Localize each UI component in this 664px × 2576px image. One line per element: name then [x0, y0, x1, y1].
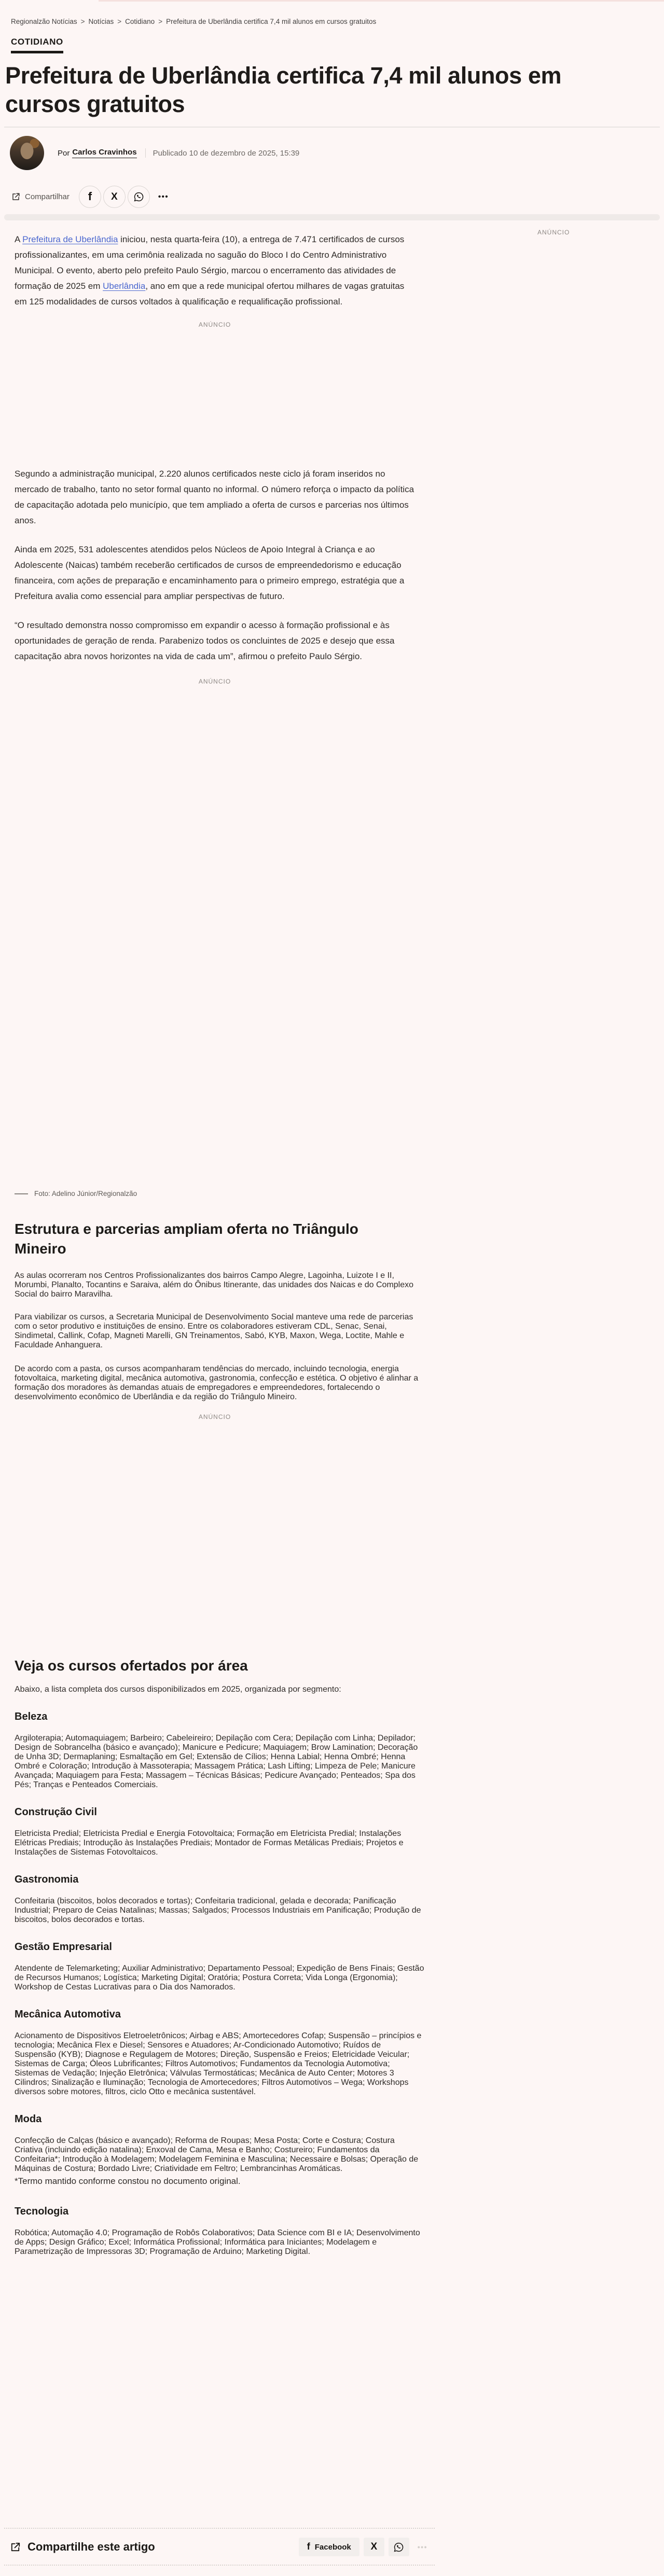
- area-course-list: Confecção de Calças (básico e avançado); Reforma de Roupas; Mesa Posta; Corte e Costura; Costura Criativa (incluindo edição natalina); Enxoval de Cama, Mesa e Banho; Costureiro; Fundamentos da Confeitaria*; Introdução à Modelagem; Modelagem Feminina e Masculina; Necessaire e Bolsas; Operação de Máquinas de Costura; Bordado Livre; Criatividade em Feltro; Lembrancinhas Aromáticas.: [15, 2136, 419, 2173]
- ad-label-inline: ANÚNCIO: [198, 321, 231, 328]
- paragraph: As aulas ocorreram nos Centros Profissionalizantes dos bairros Campo Alegre, Lagoinha, Luizote I e II, Morumbi, Planalto, Tocantins e Saraiva, além do Ônibus Itinerante, das unidades dos Naicas e do Complexo Social do bairro Maravilha.: [15, 1271, 414, 1299]
- title-divider: [4, 127, 660, 128]
- ad-label-inline: ANÚNCIO: [198, 678, 231, 685]
- photo-section: [15, 1189, 424, 1421]
- caption-text: Foto: Adelino Júnior/Regionalzão: [34, 1190, 137, 1198]
- caption-dash: [15, 1193, 28, 1194]
- link-uberlandia[interactable]: Uberlândia: [103, 281, 146, 291]
- share-whatsapp-button[interactable]: [128, 186, 150, 208]
- top-hairline: [99, 0, 664, 2]
- area-course-list: Robótica; Automação 4.0; Programação de Robôs Colaborativos; Data Science com BI e IA; Desenvolvimento de Apps; Design Gráfico; Excel; Informática Profissional; Informática para Iniciantes; Modelagem e Parametrização de Impressoras 3D; Programação de Arduino; Marketing Digital.: [15, 2229, 420, 2256]
- breadcrumb: [11, 17, 664, 26]
- whatsapp-icon: [393, 2542, 404, 2553]
- breadcrumb-noticias[interactable]: Notícias: [88, 18, 114, 25]
- ad-label-inline: ANÚNCIO: [198, 1413, 231, 1421]
- share-label-text: Compartilhar: [25, 192, 70, 201]
- breadcrumb-separator: >: [80, 18, 85, 25]
- footer-share-bar: [4, 2528, 435, 2566]
- share-icon: [11, 192, 21, 202]
- article-body: [15, 232, 415, 685]
- facebook-button-label: Facebook: [314, 2542, 351, 2552]
- paragraph: Segundo a administração municipal, 2.220 alunos certificados neste ciclo já foram inseridos no mercado de trabalho, tanto no setor formal quanto no informal. O número reforça o impacto da política de capacitação adotada pelo município, que tem ampliado a oferta de cursos e parcerias nos últimos anos.: [15, 469, 414, 525]
- footer-share-buttons: [295, 2538, 427, 2556]
- share-label: [11, 192, 70, 202]
- author-link[interactable]: Carlos Cravinhos: [72, 148, 136, 158]
- area-course-list: Argiloterapia; Automaquiagem; Barbeiro; Cabeleireiro; Depilação com Cera; Depilação com Linha; Depilador; Design de Sobrancelha (básico e avançado); Manicure e Pedicure; Maquiagem; Brow Lamination; Decoração de Unha 3D; Dermaplaning; Esmaltação em Gel; Extensão de Cílios; Henna Labial; Henna Ombré; Henna Ombré e Coloração; Introdução à Massoterapia; Massagem Prática; Lash Lifting; Limpeza de Pele; Manicure Avançada; Maquiagem para Festa; Massagem – Técnicas Básicas; Pedicure Avançado; Penteados; Spa dos Pés; Tranças e Penteados Comerciais.: [15, 1734, 418, 1789]
- paragraph: [15, 232, 415, 310]
- byline-separator: [145, 148, 146, 158]
- footer-share-label-text: Compartilhe este artigo: [27, 2540, 155, 2553]
- area-heading-construcao-civil: Construção Civil: [15, 1806, 97, 1818]
- area-course-list: Eletricista Predial; Eletricista Predial e Energia Fotovoltaica; Formação em Eletricista Predial; Instalações Elétricas Prediais; Introdução às Instalações Prediais; Montador de Formas Metálicas Prediais; Projetos e Instalações de Sistemas Fotovoltaicos.: [15, 1829, 404, 1857]
- x-icon: X: [370, 2541, 378, 2552]
- area-heading-mecanica-automotiva: Mecânica Automotiva: [15, 2009, 121, 2020]
- area-heading-gestao-empresarial: Gestão Empresarial: [15, 1941, 112, 1953]
- photo-caption: [15, 1189, 424, 1199]
- share-more-button[interactable]: •••: [158, 192, 169, 201]
- area-course-list: Confeitaria (biscoitos, bolos decorados e tortas); Confeitaria tradicional, gelada e decorada; Panificação Industrial; Preparo de Ceias Natalinas; Massas; Salgados; Processos Industriais em Panificação; Produção de biscoitos, bolos decorados e tortas.: [15, 1897, 421, 1924]
- share-facebook-button[interactable]: [79, 186, 101, 208]
- breadcrumb-cotidiano[interactable]: Cotidiano: [125, 18, 155, 25]
- paragraph-text: iniciou, nesta quarta-feira (10), a entrega de 7.471 certificados de cursos profissionalizantes, em uma cerimônia realizada no saguão do Bloco I do Centro Administrativo Municipal. O evento, aberto pelo prefeito Paulo Sérgio, marcou o encerramento das atividades de formação de 2025 em: [15, 234, 405, 291]
- byline: [10, 136, 664, 170]
- area-course-list: Acionamento de Dispositivos Eletroeletrônicos; Airbag e ABS; Amortecedores Cofap; Suspensão – princípios e tecnologia; Mecânica Flex e Diesel; Sensores e Atuadores; Ar-Condicionado Automotivo; Ruídos de Suspensão (KYB); Diagnose e Regulagem de Motores; Direção, Suspensão e Freios; Eletricidade Veicular; Sistemas de Carga; Óleos Lubrificantes; Filtros Automotivos; Fundamentos da Tecnologia Automotiva; Sistemas de Vedação; Injeção Eletrônica; Válvulas Termostáticas; Mecânica de Auto Center; Motores 3 Cilindros; Sinalização e Iluminação; Tecnologia de Amortecedores; Filtros Automotivos – Wega; Workshops diversos sobre motores, filtros, ciclo Otto e mecânica sustentável.: [15, 2031, 422, 2096]
- courses-intro: Abaixo, a lista completa dos cursos disponibilizados em 2025, organizada por segmento:: [15, 1685, 341, 1694]
- facebook-icon: f: [88, 189, 92, 203]
- area-heading-beleza: Beleza: [15, 1711, 48, 1722]
- category-kicker[interactable]: COTIDIANO: [11, 37, 63, 53]
- byline-prefix: Por: [58, 148, 70, 158]
- area-heading-tecnologia: Tecnologia: [15, 2206, 69, 2217]
- footnote: *Termo mantido conforme constou no documento original.: [15, 2176, 241, 2186]
- section-heading-estrutura: Estrutura e parcerias ampliam oferta no Triângulo Mineiro: [15, 1221, 358, 1257]
- share-x-button[interactable]: [103, 186, 126, 208]
- ad-slot-empty: [15, 328, 415, 466]
- footer-more-button[interactable]: •••: [417, 2543, 427, 2551]
- paragraph: Para viabilizar os cursos, a Secretaria Municipal de Desenvolvimento Social manteve uma rede de parcerias com o setor produtivo e instituições de ensino. Entre os colaboradores estiveram CDL, Senac, Senai, Sindimetal, Callink, Cofap, Magneti Marelli, GN Treinamentos, Sabó, KYB, Maxon, Wega, Loctite, Mahle e Faculdade Anhanguera.: [15, 1313, 413, 1349]
- collapsed-ad-band: [4, 214, 660, 220]
- area-course-list: Atendente de Telemarketing; Auxiliar Administrativo; Departamento Pessoal; Expedição de Bens Finais; Gestão de Recursos Humanos; Logística; Marketing Digital; Oratória; Postura Correta; Vida Longa (Ergonomia); Workshop de Cestas Lucrativas para o Dia dos Namorados.: [15, 1964, 424, 1992]
- footer-facebook-button[interactable]: [299, 2538, 359, 2556]
- courses-section: [15, 1656, 430, 2257]
- footer-x-button[interactable]: [364, 2538, 384, 2556]
- footer-whatsapp-button[interactable]: [389, 2538, 409, 2556]
- paragraph: Ainda em 2025, 531 adolescentes atendidos pelos Núcleos de Apoio Integral à Criança e ao Adolescente (Naicas) também receberão certificados de cursos de empreendedorismo e educação financeira, com ações de preparação e encaminhamento para o primeiro emprego, estratégia que a Prefeitura avalia como essencial para ampliar perspectivas de futuro.: [15, 545, 405, 601]
- page-title: Prefeitura de Uberlândia certifica 7,4 mil alunos em cursos gratuitos: [5, 62, 562, 117]
- publish-date: Publicado 10 de dezembro de 2025, 15:39: [153, 148, 300, 158]
- paragraph-quote: “O resultado demonstra nosso compromisso em expandir o acesso à formação profissional e às oportunidades de geração de renda. Parabenizo todos os concluintes de 2025 e desejo que essa capacitação abra novos horizontes na vida de cada um”, afirmou o prefeito Paulo Sérgio.: [15, 620, 395, 661]
- section-heading-courses: Veja os cursos ofertados por área: [15, 1658, 248, 1674]
- breadcrumb-separator: >: [158, 18, 163, 25]
- share-row: [11, 186, 664, 208]
- breadcrumb-current: Prefeitura de Uberlândia certifica 7,4 mil alunos em cursos gratuitos: [166, 18, 377, 25]
- breadcrumb-home[interactable]: Regionalzão Notícias: [11, 18, 77, 25]
- area-heading-moda: Moda: [15, 2113, 42, 2125]
- right-rail-ad-label: ANÚNCIO: [537, 229, 570, 236]
- paragraph-text: , ano em que a rede municipal ofertou milhares de vagas gratuitas em 125 modalidades de cursos voltados à qualificação e requalificação profissional.: [15, 281, 405, 307]
- link-prefeitura-uberlandia[interactable]: Prefeitura de Uberlândia: [22, 234, 118, 244]
- share-icon: [9, 2541, 21, 2553]
- facebook-icon: f: [307, 2541, 310, 2552]
- paragraph: De acordo com a pasta, os cursos acompanharam tendências do mercado, incluindo tecnologia, energia fotovoltaica, marketing digital, mecânica automotiva, gastronomia, confecção e estética. O objetivo é alinhar a formação dos moradores às demandas atuais de empregadores e empreendedores, fortalecendo o desenvolvimento econômico de Uberlândia e da região do Triângulo Mineiro.: [15, 1364, 419, 1401]
- paragraph-text: A: [15, 234, 23, 244]
- author-avatar: [10, 136, 44, 170]
- area-heading-gastronomia: Gastronomia: [15, 1874, 79, 1885]
- breadcrumb-separator: >: [117, 18, 122, 25]
- whatsapp-icon: [133, 191, 144, 202]
- footer-share-label: [9, 2540, 155, 2554]
- x-icon: X: [111, 191, 118, 202]
